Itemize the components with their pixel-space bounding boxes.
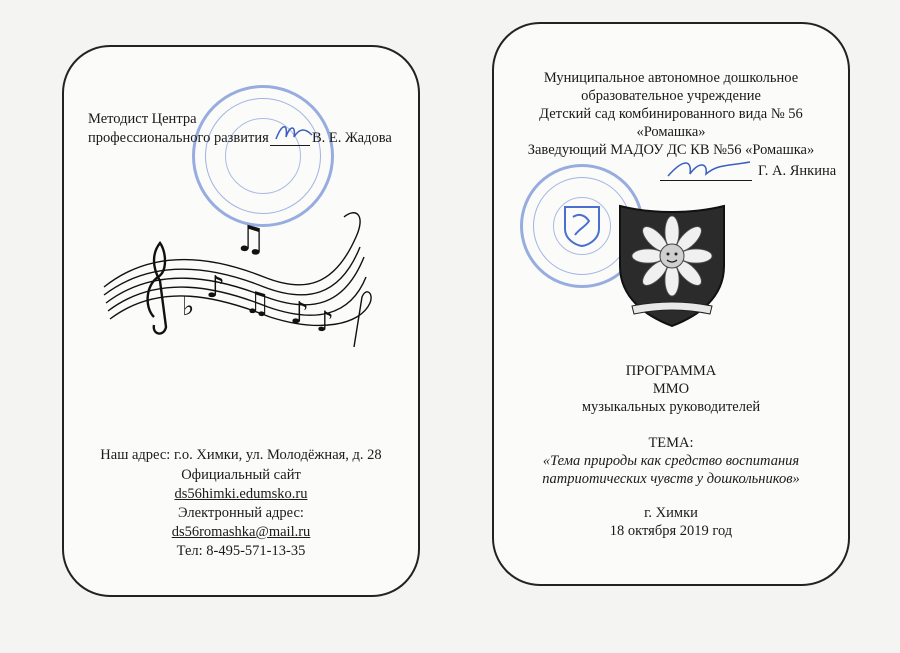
methodist-signature-line	[270, 145, 310, 146]
methodist-signature	[274, 121, 314, 145]
address: Наш адрес: г.о. Химки, ул. Молодёжная, д. 28	[100, 447, 382, 463]
phone: Тел: 8-495-571-13-35	[176, 543, 306, 559]
eighth-note-icon: ♪	[206, 270, 226, 305]
methodist-stamp	[192, 85, 334, 227]
program-audience: музыкальных руководителей	[581, 399, 761, 415]
left-panel	[62, 45, 420, 597]
methodist-line2: профессионального развития	[88, 130, 269, 146]
eighth-note-icon-3: ♪	[316, 305, 334, 338]
head-signature-line	[660, 180, 752, 181]
org-line2: образовательное учреждение	[581, 88, 761, 104]
website-link[interactable]: ds56himki.edumsko.ru	[174, 486, 308, 502]
org-line3: Детский сад комбинированного вида № 56	[539, 106, 803, 122]
head-name: Г. А. Янкина	[758, 163, 837, 179]
city: г. Химки	[644, 505, 698, 521]
right-panel	[492, 22, 850, 586]
crest-icon	[563, 205, 601, 247]
date: 18 октября 2019 год	[609, 523, 733, 539]
email-label: Электронный адрес:	[178, 505, 304, 521]
website-label: Официальный сайт	[181, 467, 301, 483]
theme-line2: патриотических чувств у дошкольников»	[542, 471, 800, 487]
org-line1: Муниципальное автономное дошкольное	[543, 70, 799, 86]
flat-icon: ♭	[182, 292, 195, 322]
eighth-note-icon-2: ♪	[290, 296, 310, 331]
email-link[interactable]: ds56romashka@mail.ru	[171, 524, 311, 540]
daisy-emblem	[612, 202, 732, 332]
music-notes-illustration	[94, 207, 394, 357]
beamed-notes-icon-2: ♫	[244, 286, 271, 321]
methodist-name: В. Е. Жадова	[312, 130, 392, 146]
beamed-notes-icon: ♫	[234, 219, 267, 260]
program-title: ПРОГРАММА	[625, 363, 717, 379]
theme-line1: «Тема природы как средство воспитания	[542, 453, 800, 469]
program-subtitle: ММО	[652, 381, 690, 397]
theme-label: ТЕМА:	[648, 435, 694, 451]
head-line: Заведующий МАДОУ ДС КВ №56 «Ромашка»	[527, 142, 815, 158]
org-line4: «Ромашка»	[636, 124, 706, 140]
methodist-line1: Методист Центра	[88, 111, 197, 127]
